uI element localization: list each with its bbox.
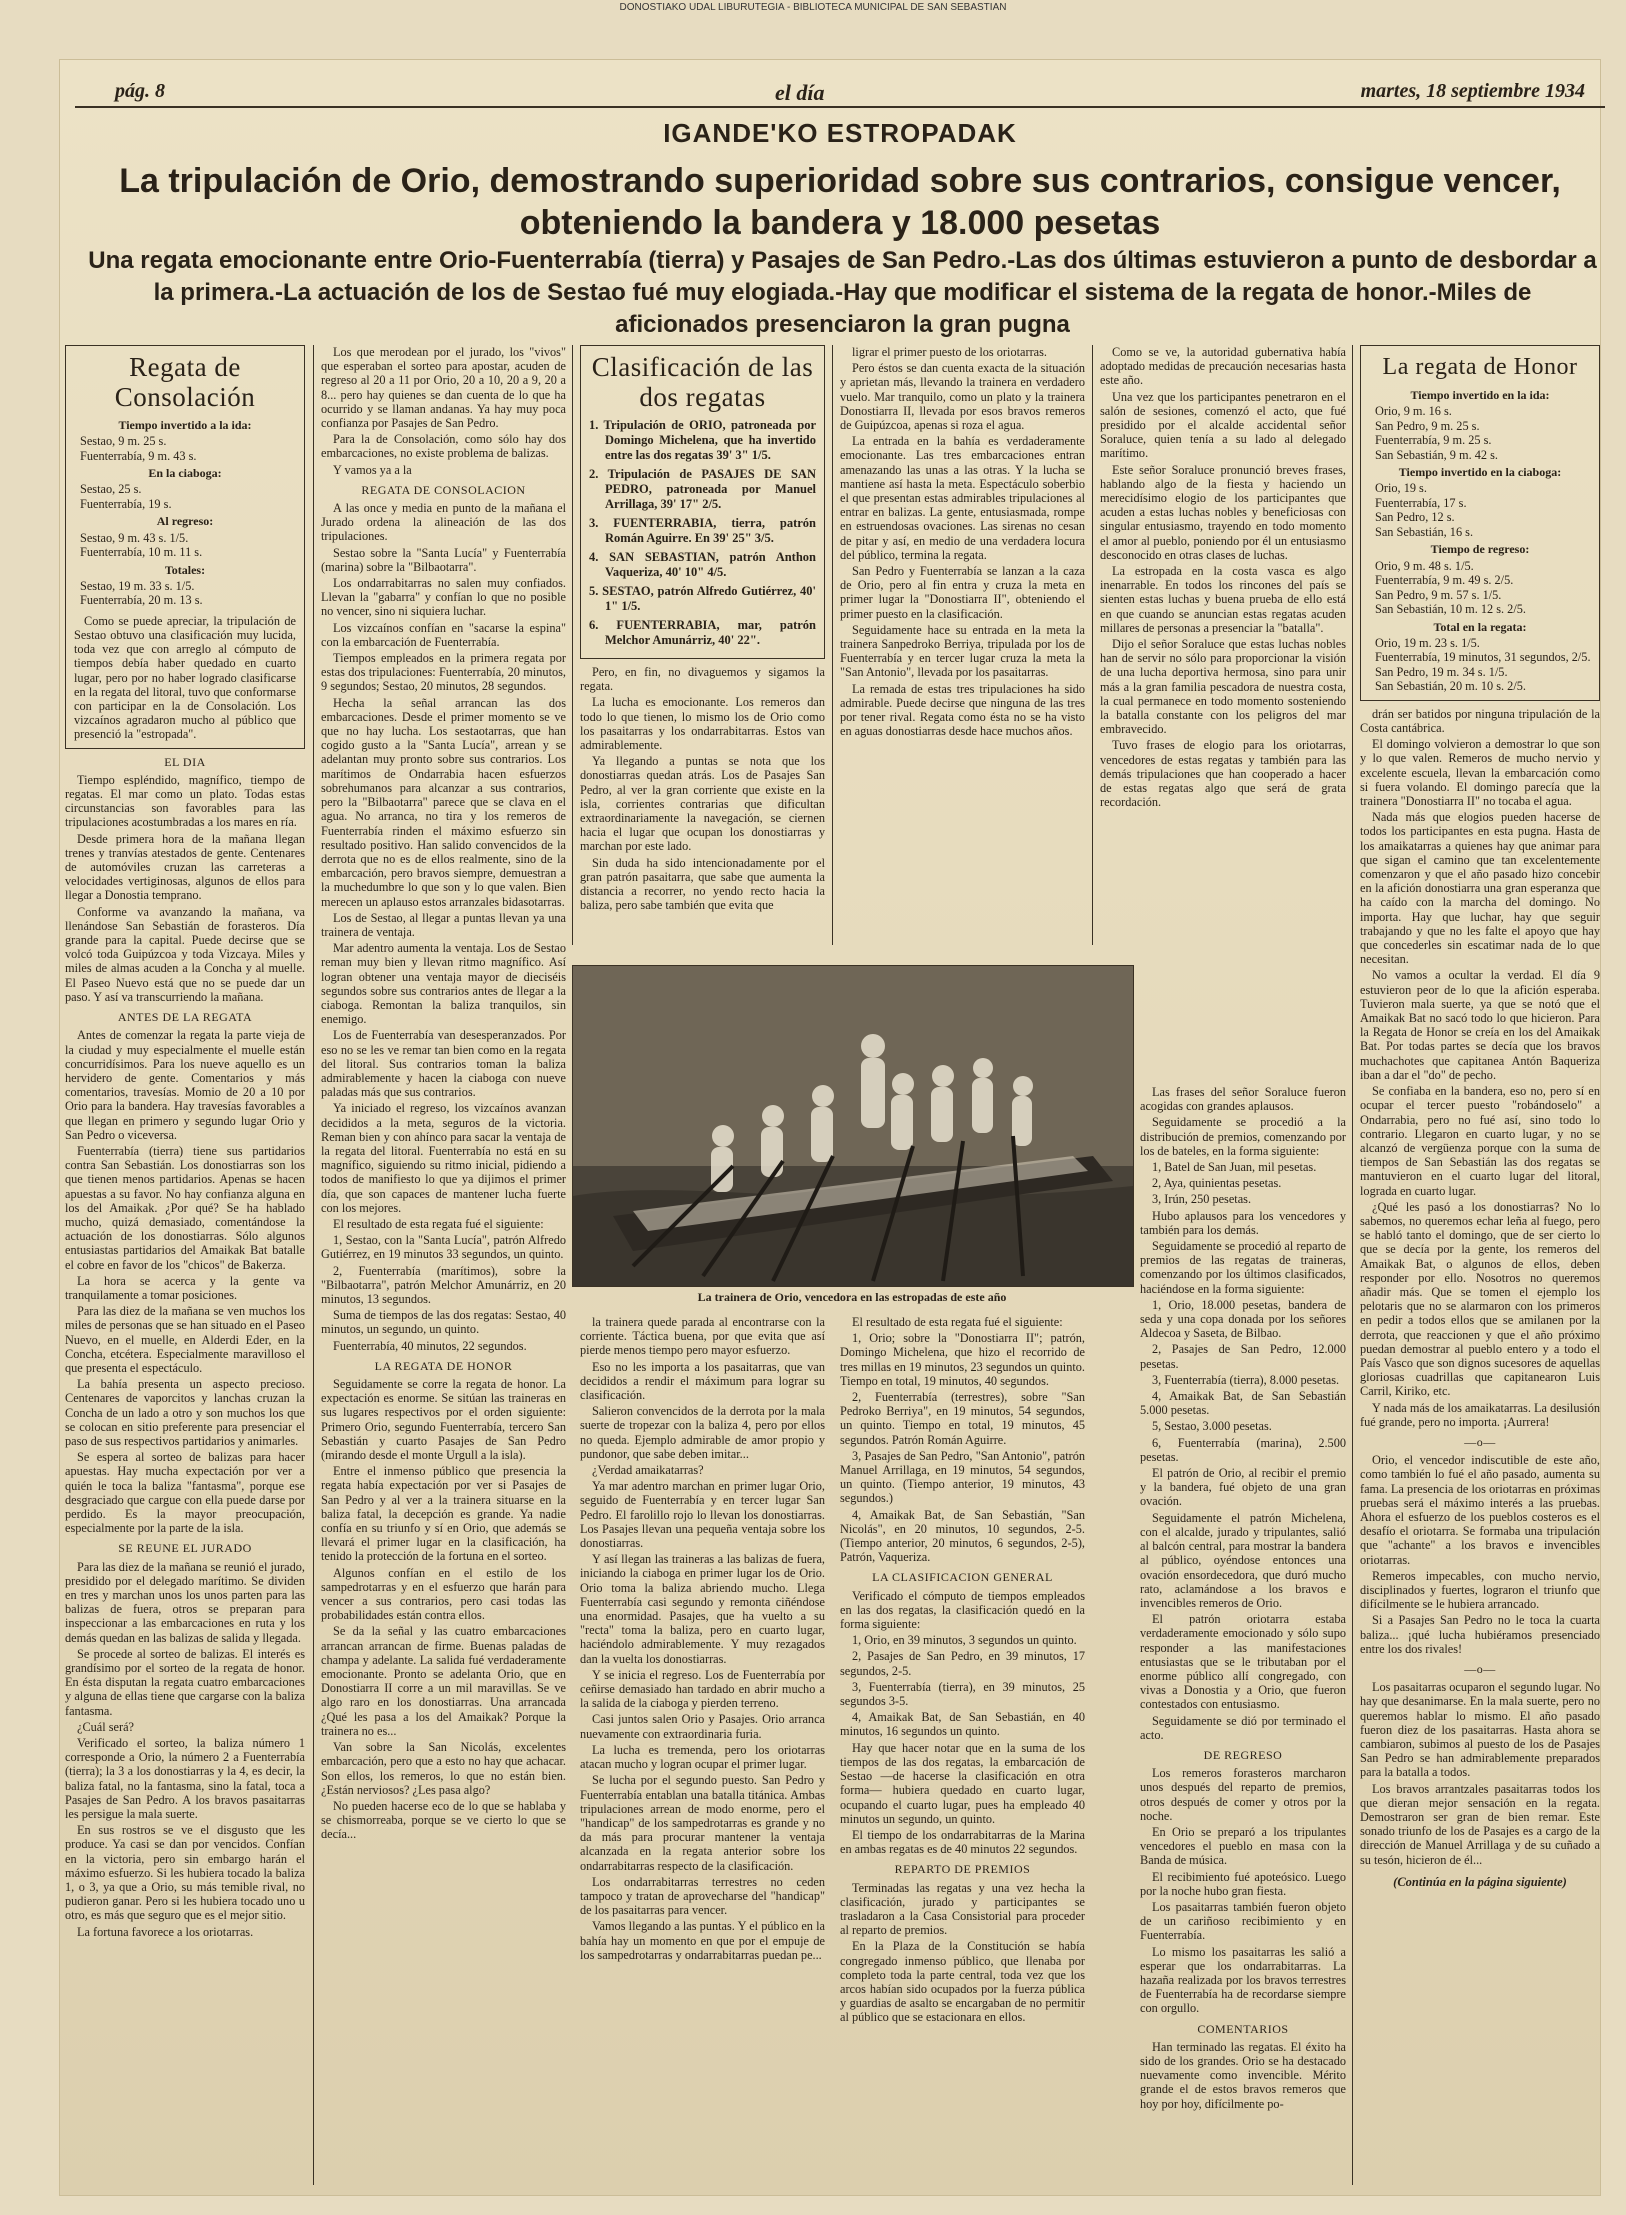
classification-entry: 6. FUENTERRABIA, mar, patrón Melchor Amunárriz, 40' 22". [589,618,816,647]
paragraph: 1, Sestao, con la "Santa Lucía", patrón Alfredo Gutiérrez, en 19 minutos 33 segundos, un quinto. [321,1233,566,1262]
page-number: pág. 8 [115,80,165,102]
section-kicker: IGANDE'KO ESTROPADAK [663,118,1017,148]
paragraph: Para las diez de la mañana se reunió el jurado, presidido por el delegado marítimo. Se dividen en tres y marchan unos los unos parten para las balizas de fuera, otros se preparan para inspeccionar a las embarcaciones en ruta y los demás quedan en las balizas de salida y llegada. [65,1559,305,1645]
section-heading: COMENTARIOS [1197,2021,1289,2036]
paragraph: Y nada más de los amaikatarras. La desilusión fué grande, pero no importa. ¡Aurrera! [1360,1400,1600,1429]
result-line: San Sebastián, 9 m. 42 s. [1375,447,1498,462]
consolation-totals-label: Totales: [164,562,206,577]
paragraph: Las frases del señor Soraluce fueron acogidas con grandes aplausos. [1140,1085,1346,1114]
paragraph: Los bravos arrantzales pasaitarras todos los que dieran mejor sensación en la regata. Demostraron ser gran de bien remar. Este sonado triunfo de los de Pasajes es a cargo de la dirección de Manuel Arrillaga y de su cuñado a su tesón, hicieron de él... [1360,1781,1600,1867]
paragraph: 1, Orio, en 39 minutos, 3 segundos un quinto. [852,1633,1077,1648]
consolation-ida-label: Tiempo invertido a la ida: [118,418,252,432]
classification-entry: 1. Tripulación de ORIO, patroneada por Domingo Michelena, que ha invertido entre las dos regatas 39' 3" 1/5. [589,418,816,462]
paragraph: 4, Amaikak Bat, de San Sebastián, "San Nicolás", en 20 minutos, 10 segundos, 2-5. (Tiempo anterior, 20 minutos, 6 segundos, 2-5), Patrón, Vaqueriza. [840,1507,1085,1565]
classification-title: Clasificación de las dos regatas [591,352,814,412]
paragraph: No vamos a ocultar la verdad. El día 9 estuvieron peor de lo que la afición esperaba. Tuvieron mala suerte, ya que se notó que el Amaikak Bat no sacó todo lo que hicieron. Para la Regata de Honor se creía en los del Amaikak Bat. Por todas partes se decía que los bravos muchachotes que capitanea Antón Baqueriza iban a dar el "do" de pecho. [1360,968,1600,1082]
paragraph: 5, Sestao, 3.000 pesetas. [1152,1419,1272,1434]
paragraph: drán ser batidos por ninguna tripulación de la Costa cantábrica. [1360,706,1600,736]
paragraph: San Pedro y Fuenterrabía se lanzan a la caza de Orio, pero al fin entra y cruza la meta en primer lugar la "Donostiarra II", obteniendo el primer puesto en la clasificación. [840,564,1085,621]
paragraph: Tuvo frases de elogio para los oriotarras, vencedores de estas regatas y también para las demás tripulaciones que han cooperado a hacer de estas regatas algo que será de grata recordación. [1100,738,1346,810]
column-3-top [580,345,825,955]
rowing-crew-photo [572,965,1134,1287]
paragraph: Hay que hacer notar que en la suma de los tiempos de las dos regatas, la embarcación de Sestao —de hacerse la clasificación en otra forma— hubiera quedado en cuarto lugar, ocupando el cuarto lugar, pues ha empleado 40 minutos un segundo, un quinto. [840,1740,1085,1826]
paragraph: Para la de Consolación, como sólo hay dos embarcaciones, no existe problema de balizas. [321,432,566,461]
paragraph: 2, Pasajes de San Pedro, en 39 minutos, 17 segundos, 2-5. [840,1649,1085,1678]
result-line: Sestao, 19 m. 33 s. 1/5. [80,578,195,593]
paragraph: Los de Fuenterrabía van desesperanzados. Por eso no se les ve remar tan bien como en la regata del litoral. Sus contrarios toman la baliza admirablemente y hacen la ciaboga con nueve paladas más que sus contrarios. [321,1028,566,1100]
subheadline: Una regata emocionante entre Orio-Fuenterrabía (tierra) y Pasajes de San Pedro.-Las dos últimas estuvieron a punto de desbordar a la primera.-La actuación de los de Sestao fué muy elogiada.-Hay que modificar el sistema de la regata de honor.-Miles de aficionados presenciaron la gran pugna [88,247,1597,338]
result-line: San Sebastián, 16 s. [1375,524,1474,539]
paragraph: ¿Cuál será? [77,1719,135,1734]
section-heading: SE REUNE EL JURADO [118,1541,252,1556]
paragraph: Nada más que elogios pueden hacerse de todos los participantes en esta pugna. Hasta de los amaikatarras a quienes hay que animar para que sigan el camino que tan excelentemente comenzaron y que el año pasado hizo concebir en la afición donostiarra una gran esperanza que ha caído con la marcha del domingo. No importa. Hay que luchar, hay que seguir trabajando y que no les falte el apoyo que hay que concederles sin escatimar nada de lo que necesitan. [1360,810,1600,967]
separator: —o— [1464,1662,1496,1677]
paragraph: Salieron convencidos de la derrota por la mala suerte de tropezar con la baliza 4, pero por ellos no queda. Ejemplo admirable de amor propio y pundonor, que sabe deben imitar... [580,1404,825,1461]
archive-header: DONOSTIAKO UDAL LIBURUTEGIA - BIBLIOTECA MUNICIPAL DE SAN SEBASTIAN [619,2,1007,13]
paragraph: Terminadas las regatas y una vez hecha la clasificación, jurado y participantes se trasladaron a la Casa Consistorial para proceder al reparto de premios. [840,1880,1085,1938]
paragraph: Entre el inmenso público que presencia la regata había expectación por ver si Pasajes de San Pedro y al ver a la trainera situarse en la baliza fatal, la decepción es grande. Ya nadie confía en su triunfo y sí en Orio, que además se llevará el primer lugar en la clasificación, ha tenido la protección de la fortuna en el sorteo. [321,1464,566,1564]
result-line: Fuenterrabía, 17 s. [1375,495,1467,510]
paragraph: En la Plaza de la Constitución se había congregado inmenso público, que llenaba por completo toda la parte central, toda vez que los arcos habían sido ocupados por la fuerza pública y guardias de asalto se encargaban de no permitir al público que se estacionara en ellos. [840,1939,1085,2025]
paragraph: 1, Orio; sobre la "Donostiarra II"; patrón, Domingo Michelena, que hizo el recorrido de tres millas en 19 minutos, 23 segundos un quinto. Tiempo en total, 19 minutos, 40 segundos. [840,1331,1085,1388]
continued-notice: (Continúa en la página siguiente) [1393,1874,1567,1889]
result-line: Fuenterrabía, 9 m. 49 s. 2/5. [1375,573,1514,588]
paragraph: Y así llegan las traineras a las balizas de fuera, iniciando la ciaboga en primer lugar los de Orio. Orio toma la baliza abriendo mucho. Llega Fuenterrabía casi segundo y remonta ciñéndose una enormidad. Pasajes, que ha vuelto a su "recta" toma la baliza, pero en cuarto lugar, haciéndolo admirablemente. Y muy rezagados dan la vuelta los donostiarras. [580,1552,825,1666]
paragraph: Seguidamente se corre la regata de honor. La expectación es enorme. Se sitúan las traineras en sus lugares respectivos por el orden siguiente: Primero Orio, segundo Fuenterrabía, tercero San Sebastián y cuarto Pasajes de San Pedro (mirando desde el monte Urgull a la isla). [321,1377,566,1463]
result-line: San Pedro, 12 s. [1375,510,1455,525]
paragraph: Mar adentro aumenta la ventaja. Los de Sestao reman muy bien y llevan ritmo magnífico. Así logran obtener una ventaja mayor de dieciséis segundos sobre sus contrarios antes de llegar a la ciaboga. Remontan la baliza tranquilos, sin enemigo. [321,941,566,1027]
trainera-photo-illustration [573,966,1133,1286]
paragraph: Seguidamente hace su entrada en la meta la trainera Sanpedroko Berriya, tripulada por los de Fuenterrabía y en tercer lugar cruza la meta la "San Antonio", llevada por los pasaitarras. [840,622,1085,680]
result-line: Fuenterrabía, 9 m. 25 s. [1375,433,1492,448]
paragraph: ¿Qué les pasó a los donostiarras? No lo sabemos, no queremos echar leña al fuego, pero se habló tanto el domingo, que de ser cierto lo que se decía por la gente, los remeros del Amaikak Bat, o algunos de ellos, deben responder por ello. Nosotros no queremos añadir más. Que se tomen el ejemplo los pelotaris que no se alarmaron con los primeros en pedir a todos ellos que se amilanen por la derrota, que reaccionen y que el año próximo puedan demostrar al pueblo entero y a todo el País Vasco que son dignos sucesores de aquellas gloriosas cuadrillas que capitanearon Luis Carril, Kiriko, etc. [1360,1199,1600,1399]
column-6 [1360,345,1600,2185]
paragraph: Hubo aplausos para los vencedores y también para los demás. [1140,1208,1346,1237]
paragraph: Para las diez de la mañana se ven muchos los miles de personas que se han situado en el Paseo Nuevo, en el muelle, en Alderdi Eder, en la Concha, etcétera. Especialmente maravilloso el que presenta el espectáculo. [65,1304,305,1375]
honor-results-box [1360,345,1600,701]
section-heading: ANTES DE LA REGATA [117,1010,253,1025]
column-rule [1092,345,1093,945]
column-5-bottom [1140,1085,1346,2185]
paragraph: La entrada en la bahía es verdaderamente emocionante. Las tres embarcaciones entran amenazando las unas a las otras. Y la lucha se mantiene así hasta la meta. Espectáculo soberbio el que presentan estas admirables tripulaciones al entrar en balizas. La gente, entusiasmada, rompe en estruendosas ovaciones. Las sirenas no cesan de pitar y así, en medio de una verdadera locura del público, termina la regata. [840,434,1085,562]
result-line: San Sebastián, 20 m. 10 s. 2/5. [1375,679,1526,694]
paragraph: Antes de comenzar la regata la parte vieja de la ciudad y muy especialmente el muelle están concurridísimos. Para los nueve aquello es un hervidero de gente. Comentarios y más comentarios, travesías. Momio de 20 a 10 por Orio para la bandera. Hay travesías favorables a que llegan en primero y segundo lugar Orio y San Pedro o viceversa. [65,1028,305,1142]
paragraph: 3, Irún, 250 pesetas. [1152,1192,1252,1207]
section-heading: LA CLASIFICACION GENERAL [872,1570,1053,1585]
paragraph: Desde primera hora de la mañana llegan trenes y tranvías atestados de gente. Centenares de automóviles cruzan las carreteras a velocidades vertiginosas, algunos de ellos para llegar a Donostia temprano. [65,831,305,903]
paragraph: El patrón oriotarra estaba verdaderamente emocionado y sólo supo responder a las manifestaciones entusiastas que se le tributaban por el enorme público allí congregado, con vivas a Donostia y a Orio, que fueron contestados con entusiasmo. [1140,1612,1346,1712]
paragraph: 6, Fuenterrabía (marina), 2.500 pesetas. [1140,1435,1346,1464]
paragraph: La estropada en la costa vasca es algo inenarrable. En todos los rincones del país se sienten estas luchas y buena prueba de ello está en que cuando se anuncian estas regatas acuden millares de personas a presenciar la "batalla". [1100,564,1346,635]
paragraph: El recibimiento fué apoteósico. Luego por la noche hubo gran fiesta. [1140,1869,1346,1898]
paragraph: Fuenterrabía, 40 minutos, 22 segundos. [333,1338,527,1353]
paragraph: Sestao sobre la "Santa Lucía" y Fuenterrabía (marina) sobre la "Bilbaotarra". [321,545,566,574]
paragraph: Verificado el sorteo, la baliza número 1 corresponde a Orio, la número 2 a Fuenterrabía (tierra); la 3 a los donostiarras y la 4, es decir, la baliza fatal, no la fantasma, sino la fatal, toca a Pasajes de San Pedro. A los bravos pasaitarras les persigue la mala suerte. [65,1736,305,1822]
paragraph: 3, Fuenterrabía (tierra), 8.000 pesetas. [1152,1372,1340,1387]
paragraph: Tiempo espléndido, magnífico, tiempo de regatas. El mar como un plato. Todas estas circunstancias son favorables para las tripulaciones acostumbradas a los mares en ría. [65,772,305,830]
paragraph: El resultado de esta regata fué el siguiente: [852,1315,1063,1329]
paragraph: La fortuna favorece a los oriotarras. [77,1924,254,1939]
paragraph: 2, Pasajes de San Pedro, 12.000 pesetas. [1140,1342,1346,1371]
paragraph: ligrar el primer puesto de los oriotarras. [852,345,1047,359]
paragraph: Conforme va avanzando la mañana, va llenándose San Sebastián de forasteros. Día grande para la capital. Puede decirse que se volcó toda Guipúzcoa y toda Vizcaya. Miles y miles de almas acuden a la Concha y al muelle. El Paseo Nuevo está que no se puede dar un paso. Y así va transcurriendo la mañana. [65,904,305,1004]
paragraph: Los remeros forasteros marcharon unos después del reparto de premios, otros después de comer y otros por la noche. [1140,1766,1346,1823]
result-line: Fuenterrabía, 20 m. 13 s. [80,593,203,608]
paragraph: ¿Verdad amaikatarras? [592,1463,704,1478]
paragraph: Seguidamente se dió por terminado el acto. [1140,1713,1346,1742]
paragraph: 4, Amaikak Bat, de San Sebastián, en 40 minutos, 16 segundos un quinto. [840,1710,1085,1739]
paragraph: Seguidamente el patrón Michelena, con el alcalde, jurado y tripulantes, salió al balcón central, para mostrar la bandera al público, oyéndose entonces una ovación ensordecedora, que duró mucho rato, aclamándose a los bravos e invencibles remeros de Orio. [1140,1510,1346,1610]
paragraph: Los pasaitarras ocuparon el segundo lugar. No hay que desanimarse. En la mala suerte, pero no queremos hablar lo mismo. El año pasado fueron diez de los pasaitarras. Hasta ahora se cambiaron, subimos al puesto de los de Pasajes San Pedro se han admirablemente preparados para la batalla a todos. [1360,1680,1600,1780]
paragraph: Los ondarrabitarras terrestres no ceden tampoco y tratan de aprovecharse del "handicap" de los pasaitarras para vencer. [580,1874,825,1918]
paragraph: Van sobre la San Nicolás, excelentes embarcación, pero que a esto no hay que achacar. Son ellos, los remeros, lo que no están bien. ¿Están nerviosos? ¿Les pasa algo? [321,1740,566,1797]
result-line: Fuenterrabía, 10 m. 11 s. [80,545,203,560]
paragraph: 4, Amaikak Bat, de San Sebastián 5.000 pesetas. [1140,1389,1346,1418]
result-line: Orio, 19 s. [1375,481,1427,496]
paragraph: Suma de tiempos de las dos regatas: Sestao, 40 minutos, un segundo, un quinto. [321,1308,566,1337]
column-4-bottom [840,1315,1085,2185]
paragraph: En sus rostros se ve el disgusto que les produce. Ya casi se dan por vencidos. Confían en la victoria, pero sin embargo harán el máximo esfuerzo. Si les hubiera tocado la baliza 1, o 3, ya que a Orio, su más temible rival, no pudieron ganar. Pero si les hubiera tocado uno u otro, es más que seguro que es el mejor sitio. [65,1823,305,1923]
column-5-top [1100,345,1346,965]
paragraph: Como se ve, la autoridad gubernativa había adoptado medidas de precaución necesarias hasta este año. [1100,345,1346,388]
column-rule [832,345,833,945]
result-line: Orio, 9 m. 48 s. 1/5. [1375,558,1474,573]
paragraph: A las once y media en punto de la mañana el Jurado ordena la alineación de las dos tripulaciones. [321,501,566,544]
folio-line [75,80,1605,108]
section-heading: LA REGATA DE HONOR [374,1358,513,1373]
paragraph: 2, Fuenterrabía (marítimos), sobre la "Bilbaotarra", patrón Melchor Amunárriz, en 20 minutos, 13 segundos. [321,1263,566,1306]
honor-total-label: Total en la regata: [1433,619,1527,634]
paragraph: Una vez que los participantes penetraron en el salón de sesiones, comenzó el acto, que fué presidido por el alcalde accidental señor Soraluce, quien tenía a su lado al delegado marítimo. [1100,389,1346,461]
consolation-note: Como se puede apreciar, la tripulación de Sestao obtuvo una clasificación muy lucida, toda vez que con arreglo al cómputo de tiempos debía haber quedado en cuarto lugar, pero por no haber logrado clasificarse en la regata del litoral, tuvo que conformarse con participar en la de Consolación. Los vizcaínos agradaron mucho al público que presenció la "estropada". [74,613,296,742]
result-line: Sestao, 9 m. 25 s. [80,434,167,449]
section-heading: REGATA DE CONSOLACION [361,482,526,497]
paragraph: Fuenterrabía (tierra) tiene sus partidarios contra San Sebastián. Los donostiarras son los que tienen menos partidarios. Apenas se hacen apuestas a su favor. No hay confianza alguna en los del Amaikak. ¿Por qué? Se ha hablado mucho, quizá demasiado, comentándose la actuación de los donostiarras. Sólo algunos entusiastas partidarios del Amaikak Bat batalle el cobre en favor de los "chicos" de Bakerza. [65,1143,305,1272]
paragraph: En Orio se preparó a los tripulantes vencedores el pueblo en masa con la Banda de música. [1140,1824,1346,1868]
paragraph: Remeros impecables, con mucho nervio, disciplinados y fuertes, lograron el triunfo que difícilmente se le hubiera arrancado. [1360,1568,1600,1612]
paragraph: Los pasaitarras también fueron objeto de un cariñoso recibimiento y en Fuenterrabía. [1140,1899,1346,1943]
paragraph: Algunos confían en el estilo de los sampedrotarras y en el esfuerzo que harán para vencer a sus contrarios, pero casi todas las probabilidades están contra ellos. [321,1565,566,1623]
paragraph: Eso no les importa a los pasaitarras, que van decididos a rendir el máximum para lograr su clasificación. [580,1359,825,1403]
honor-ciaboga-label: Tiempo invertido en la ciaboga: [1398,465,1562,480]
classification-entry: 5. SESTAO, patrón Alfredo Gutiérrez, 40' 1" 1/5. [589,584,816,613]
paragraph: La lucha es emocionante. Los remeros dan todo lo que tienen, lo mismo los de Orio como los pasaitarras y los ondarrabitarras. Estos van admirablemente. [580,695,825,753]
paragraph: Y se inicia el regreso. Los de Fuenterrabía por ceñirse demasiado han tardado en abrir mucho a la salida de la ciaboga y pierden terreno. [580,1667,825,1711]
paragraph: Dijo el señor Soraluce que estas luchas nobles han de servir no sólo para proporcionar la visión de una lucha deportiva hermosa, sino para unir más a la gran familia pescadora de nuestra costa, la cual permanece en todo momento sosteniendo la batalla constante con los peligros del mar embravecido. [1100,637,1346,737]
column-rule [572,345,573,945]
paragraph: La bahía presenta un aspecto precioso. Centenares de vaporcitos y lanchas cruzan la Concha de un lado a otro y son muchos los que se colocan en sitio preferente para presenciar el paso de sus respectivos partidarios y animarles. [65,1377,305,1448]
classification-entry: 2. Tripulación de PASAJES DE SAN PEDRO, patroneada por Manuel Arrillaga, 39' 17" 2/5. [589,467,816,511]
paragraph: Casi juntos salen Orio y Pasajes. Orio arranca nuevamente con extraordinaria furia. [580,1712,825,1741]
result-line: Orio, 9 m. 16 s. [1375,404,1452,419]
consolation-results-box [65,345,305,749]
paragraph: Y vamos ya a la [333,462,412,477]
paragraph: Los que merodean por el jurado, los "vivos" que esperaban el sorteo para apostar, acuden de regreso al 20 a 11 por Orio, 20 a 10, 20 a 9, 20 a 8... pero hay quienes se dan cuenta de lo que ha ocurrido y se llaman andanas. Ya hay muy poca confianza por Pasajes de San Pedro. [321,345,566,431]
paragraph: Seguidamente se procedió al reparto de premios de las regatas de traineras, comenzando por los últimos clasificados, haciéndose en la forma siguiente: [1140,1239,1346,1296]
result-line: Fuenterrabía, 19 s. [80,496,172,511]
paragraph: El patrón de Orio, al recibir el premio y la bandera, fué objeto de una gran ovación. [1140,1466,1346,1509]
result-line: Orio, 19 m. 23 s. 1/5. [1375,635,1480,650]
paragraph: 3, Pasajes de San Pedro, "San Antonio", patrón Manuel Arrillaga, en 19 minutos, 54 segundos, un quinto. (Tiempo anterior, 19 minutos, 43 segundos.) [840,1448,1085,1506]
result-line: San Pedro, 19 m. 34 s. 1/5. [1375,664,1508,679]
classification-entry: 3. FUENTERRABIA, tierra, patrón Román Aguirre. En 39' 25" 3/5. [589,516,816,545]
paragraph: 1, Orio, 18.000 pesetas, bandera de seda y una copa donada por los señores Aldecoa y Saseta, de Bilbao. [1140,1297,1346,1341]
honor-title: La regata de Honor [1382,354,1578,380]
paragraph: Los ondarrabitarras no salen muy confiados. Llevan la "gabarra" y confían lo que no posible no vencer, sino ni siquiera luchar. [321,576,566,619]
paragraph: Los de Sestao, al llegar a puntas llevan ya una trainera de ventaja. [321,910,566,939]
paragraph: Pero éstos se dan cuenta exacta de la situación y aprietan más, llevando la trainera en verdadero vuelo. Mar tranquilo, como un plato y la trainera Donostiarra II, llevada por esos bravos remeros de Guipúzcoa, apenas si roza el agua. [840,361,1085,433]
separator: —o— [1464,1434,1496,1449]
paragraph: El tiempo de los ondarrabitarras de la Marina en ambas regatas es de 40 minutos 22 segundos. [840,1827,1085,1857]
paragraph: Pero, en fin, no divaguemos y sigamos la regata. [580,665,825,694]
section-heading: EL DIA [164,754,206,769]
photo-caption: La trainera de Orio, vencedora en las estropadas de este año [697,1290,1007,1304]
paragraph: 1, Batel de San Juan, mil pesetas. [1152,1160,1317,1175]
column-rule [313,345,314,2185]
paragraph: El domingo volvieron a demostrar lo que son y lo que valen. Remeros de mucho nervio y excelente escuela, llevan la embarcación como si fuera volando. El domingo parecía que la trainera "Donostiarra II" no tocaba el agua. [1360,737,1600,809]
result-line: San Sebastián, 10 m. 12 s. 2/5. [1375,602,1526,617]
paragraph: Orio, el vencedor indiscutible de este año, como también lo fué el año pasado, aumenta su fama. La presencia de los oriotarras en próximas pruebas será el máximo interés a las pruebas. Ahora el esfuerzo de los pueblos costeros es el desafío el oriotarra. Se formaba una tripulación que "achante" a los bravos e invencibles oriotarras. [1360,1453,1600,1567]
paragraph: Se da la señal y las cuatro embarcaciones arrancan arrancan de firme. Buenas paladas de champa y adelante. La salida fué verdaderamente emocionante. Pronto se adelanta Orio, que en Donostiarra II corre a un mil maravillas. Se ve algo raro en los donostiarras. Una arrancada ¿Qué les pasa a los del Amaikak? Porque la trainera no es... [321,1624,566,1738]
column-3-bottom [580,1315,825,2185]
paragraph: Tiempos empleados en la primera regata por estas dos tripulaciones: Fuenterrabía, 20 minutos, 9 segundos; Sestao, 20 minutos, 28 segundos. [321,651,566,694]
paragraph: Sin duda ha sido intencionadamente por el gran patrón pasaitarra, que sabe que aumenta la distancia a recorrer, no yendo recto hacia la baliza, pero sabe también que evita que [580,855,825,913]
paragraph: Verificado el cómputo de tiempos empleados en las dos regatas, la clasificación quedó en la forma siguiente: [840,1588,1085,1632]
section-heading: DE REGRESO [1203,1747,1283,1762]
result-line: San Pedro, 9 m. 25 s. [1375,418,1480,433]
paragraph: Este señor Soraluce pronunció breves frases, hablando algo de la fiesta y haciendo un merecidísimo elogio de los participantes que acuden a estas luchas nobles y beneficiosas con singular entusiasmo, trayendo en todo momento el amor al pueblo, poniendo por él un entusiasmo desconocido en otras clases de luchas. [1100,462,1346,562]
paragraph: Ya iniciado el regreso, los vizcaínos avanzan decididos a la meta, seguros de la victoria. Reman bien y con ahínco para sacar la ventaja de la regata del litoral. Fuenterrabía no está en su magnífico, siguiendo su ritmo inicial, pidiendo a todos de manifiesto lo que ya dijimos el primer día, que son capaces de mantener lucha fuerte con los mejores. [321,1101,566,1215]
paragraph: Si a Pasajes San Pedro no le toca la cuarta baliza... ¡qué lucha hubiéramos presenciado entre los dos rivales! [1360,1613,1600,1656]
main-headline: La tripulación de Orio, demostrando superioridad sobre sus contrarios, consigue vencer, obteniendo la bandera y 18.000 pesetas [119,162,1561,242]
consolation-title: Regata de Consolación [114,352,256,412]
paragraph: Se procede al sorteo de balizas. El interés es grandísimo por el sorteo de la regata de honor. En ésta disputan la regata cuatro embarcaciones y alguna de ellas tiene que cargarse con la baliza fantasma. [65,1646,305,1718]
section-heading: REPARTO DE PREMIOS [894,1862,1031,1877]
paragraph: 3, Fuenterrabía (tierra), en 39 minutos, 25 segundos 3-5. [840,1679,1085,1709]
result-line: Fuenterrabía, 9 m. 43 s. [80,448,197,463]
honor-regreso-label: Tiempo de regreso: [1430,542,1530,557]
result-line: Sestao, 25 s. [80,482,142,497]
paragraph: No pueden hacerse eco de lo que se hablaba y se chismorreaba, porque se ve cierto lo que se decía... [321,1798,566,1842]
column-1 [65,345,305,2185]
column-rule [1352,345,1353,2185]
paragraph: la trainera quede parada al encontrarse con la corriente. Táctica buena, por que evita que así pierde menos tiempo pero mayor esfuerzo. [580,1315,825,1358]
paragraph: Se lucha por el segundo puesto. San Pedro y Fuenterrabía entablan una batalla titánica. Ambas tripulaciones arrean de modo enorme, pero el "handicap" de los sampedrotarras es grande y no da más para procurar mantener la ventaja alcanzada en la regata anterior sobre los ondarrabitarras respecto de la clasificación. [580,1773,825,1873]
consolation-ciaboga-label: En la ciaboga: [148,466,222,481]
paragraph: Ya mar adentro marchan en primer lugar Orio, seguido de Fuenterrabía y en tercer lugar San Pedro. El farolillo rojo lo llevan los donostiarras. Los Pasajes llevan una pequeña ventaja sobre los donostiarras. [580,1479,825,1551]
classification-entry: 4. SAN SEBASTIAN, patrón Anthon Vaqueriza, 40' 10" 4/5. [589,550,816,579]
result-line: San Pedro, 9 m. 57 s. 1/5. [1375,587,1502,602]
classification-box [580,345,825,659]
paragraph: Lo mismo los pasaitarras les salió a esperar que los ondarrabitarras. La hazaña realizada por los bravos terrestres de Fuenterrabía ha de recordarse siempre con orgullo. [1140,1944,1346,2016]
issue-date: martes, 18 septiembre 1934 [1360,80,1585,102]
paragraph: 2, Aya, quinientas pesetas. [1152,1176,1282,1191]
paragraph: Vamos llegando a las puntas. Y el público en la bahía hay un momento en que por el empuje de los sampedrotarras y ondarrabitarras puedan pe... [580,1919,825,1962]
paragraph: La lucha es tremenda, pero los oriotarras atacan mucho y logran ocupar el primer lugar. [580,1742,825,1772]
paragraph: Hecha la señal arrancan las dos embarcaciones. Desde el primer momento se ve que no hay lucha. Los sestaotarras, que han cogido gusto a la "Santa Lucía", arrean y se adelantan muy pronto sobre sus contrarios. Los marítimos de Ondarrabia hacen esfuerzos sobrehumanos para alcanzar a sus contrarios, pero la "Bilbaotarra" parece que se clava en el agua. No arranca, no tira y los remeros de Fuenterrabía rinden el máximo esfuerzo sin resultado positivo. Han salido convencidos de la derrota que no es de ellos realmente, sino de la embarcación, pero bravos siempre, demuestran a la muchedumbre lo que son y lo que valen. Bien merecen un aplauso estos arranzales bidasotarras. [321,695,566,909]
masthead: el día [775,80,825,105]
column-2 [321,345,566,2185]
result-line: Fuenterrabía, 19 minutos, 31 segundos, 2/5. [1375,650,1591,665]
paragraph: Los vizcaínos confían en "sacarse la espina" con la embarcación de Fuenterrabía. [321,620,566,649]
paragraph: Han terminado las regatas. El éxito ha sido de los grandes. Orio se ha destacado nuevamente como invencible. Mérito grande el de estos bravos remeros que hoy por hoy, difícilmente po- [1140,2039,1346,2111]
paragraph: Seguidamente se procedió a la distribución de premios, comenzando por los de bateles, en la forma siguiente: [1140,1115,1346,1158]
paragraph: Ya llegando a puntas se nota que los donostiarras quedan atrás. Los de Pasajes San Pedro, al ver la gran corriente que existe en la isla, corrientes contrarias que dificultan extraordinariamente la navegación, se ciernen hacia el lugar que ocupan los donostiarras y marchan por este lado. [580,754,825,854]
result-line: Sestao, 9 m. 43 s. 1/5. [80,530,189,545]
paragraph: La hora se acerca y la gente va tranquilamente a tomar posiciones. [65,1273,305,1302]
paragraph: 2, Fuenterrabía (terrestres), sobre "San Pedroko Berriya", en 19 minutos, 54 segundos, un quinto. Tiempo en total, 19 minutos, 45 segundos. Patrón Román Aguirre. [840,1390,1085,1447]
consolation-regreso-label: Al regreso: [156,514,214,529]
honor-ida-label: Tiempo invertido en la ida: [1410,388,1550,402]
paragraph: La remada de estas tres tripulaciones ha sido admirable. Puede decirse que ninguna de las tres por tener rival. Regata como ésta no se ha visto en aguas donostiarras desde hace muchos años. [840,681,1085,739]
paragraph: Se confiaba en la bandera, eso no, pero sí en ocupar el tercer puesto "robándoselo" a Ondarrabia, pero no fué así, sino todo lo contrario. Llegaron en cuarto lugar, y no se alcanzó de vergüenza porque con la suma de tiempos de San Sebastián las dos regatas se mantuvieron en el cuarto lugar del litoral, lograda en cuarto lugar. [1360,1084,1600,1198]
paragraph: Se espera al sorteo de balizas para hacer apuestas. Hay mucha expectación por ver a quién le toca la baliza "fantasma", porque ese desgraciado que cargue con ella puede darse por perdido. Es la mayor preocupación, especialmente por la parte de la isla. [65,1450,305,1536]
column-4-top [840,345,1085,955]
paragraph: El resultado de esta regata fué el siguiente: [333,1216,544,1231]
